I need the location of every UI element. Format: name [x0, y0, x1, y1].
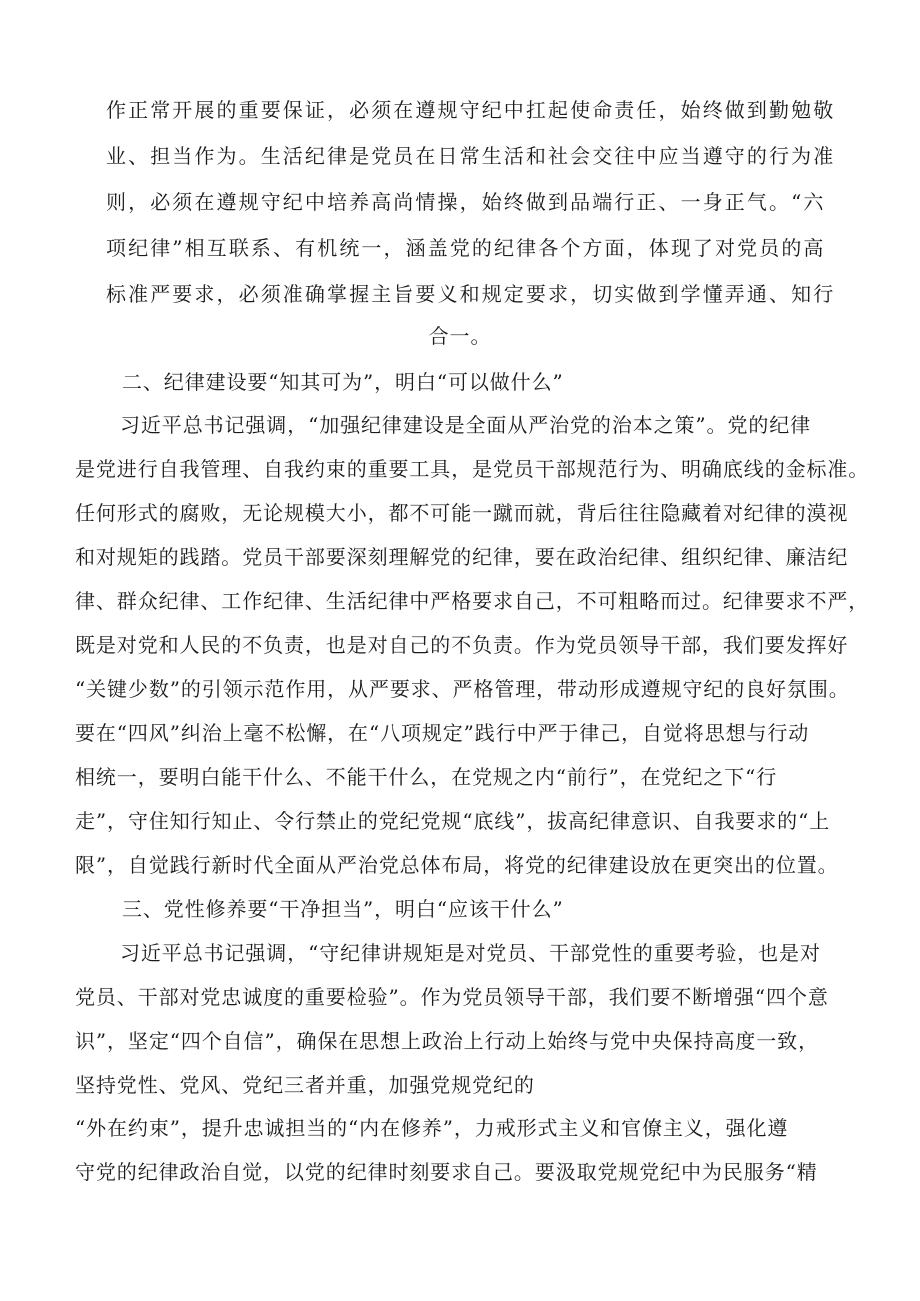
section-heading: 二、纪律建设要“知其可为”，明白“可以做什么” [122, 370, 564, 394]
text-line: 标准严要求，必须准确掌握主旨要义和规定要求，切实做到学懂弄通、知行 [106, 282, 836, 306]
text-line: “外在约束”，提升忠诚担当的“内在修养”，力戒形式主义和官僚主义，强化遵 [75, 1116, 789, 1140]
text-line-centered: 合一。 [428, 324, 492, 348]
section-heading: 三、党性修养要“干净担当”，明白“应该干什么” [122, 897, 564, 921]
text-line: “关键少数”的引领示范作用，从严要求、严格管理，带动形成遵规守纪的良好氛围。 [75, 677, 850, 701]
text-line: 则，必须在遵规守纪中培养高尚情操，始终做到品端行正、一身正气。“六 [106, 190, 826, 214]
text-line: 走”，守住知行知止、令行禁止的党纪党规“底线”，拔高纪律意识、自我要求的“上 [75, 809, 831, 833]
text-line: 党员、干部对党忠诚度的重要检验”。作为党员领导干部，我们要不断增强“四个意 [75, 985, 829, 1009]
text-line: 习近平总书记强调，“加强纪律建设是全面从严治党的治本之策”。党的纪律 [120, 413, 812, 437]
text-line: 业、担当作为。生活纪律是党员在日常生活和社会交往中应当遵守的行为准 [106, 144, 836, 168]
text-line: 要在“四风”纠治上毫不松懈，在“八项规定”践行中严于律己，自觉将思想与行动 [75, 721, 810, 745]
text-line: 守党的纪律政治自觉，以党的纪律时刻要求自己。要汲取党规党纪中为民服务“精 [75, 1160, 818, 1184]
text-line: 是党进行自我管理、自我约束的重要工具，是党员干部规范行为、明确底线的金标准。 [75, 457, 870, 481]
text-line: 限”，自觉践行新时代全面从严治党总体布局，将党的纪律建设放在更突出的位置。 [75, 853, 839, 877]
text-line: 相统一，要明白能干什么、不能干什么，在党规之内“前行”，在党纪之下“行 [75, 765, 778, 789]
text-line: 坚持党性、党风、党纪三者并重，加强党规党纪的 [75, 1073, 535, 1097]
text-line: 习近平总书记强调，“守纪律讲规矩是对党员、干部党性的重要考验，也是对 [120, 941, 821, 965]
text-line: 任何形式的腐败，无论规模大小，都不可能一蹴而就，背后往往隐藏着对纪律的漠视 [75, 501, 849, 525]
text-line: 识”，坚定“四个自信”，确保在思想上政治上行动上始终与党中央保持高度一致， [75, 1029, 819, 1053]
text-line: 项纪律”相互联系、有机统一，涵盖党的纪律各个方面，体现了对党员的高 [106, 236, 826, 260]
text-line: 作正常开展的重要保证，必须在遵规守纪中扛起使命责任，始终做到勤勉敬 [106, 98, 836, 122]
text-line: 律、群众纪律、工作纪律、生活纪律中严格要求自己，不可粗略而过。纪律要求不严， [75, 589, 870, 613]
text-line: 和对规矩的践踏。党员干部要深刻理解党的纪律，要在政治纪律、组织纪律、廉洁纪 [75, 545, 849, 569]
text-line: 既是对党和人民的不负责，也是对自己的不负责。作为党员领导干部，我们要发挥好 [75, 633, 849, 657]
